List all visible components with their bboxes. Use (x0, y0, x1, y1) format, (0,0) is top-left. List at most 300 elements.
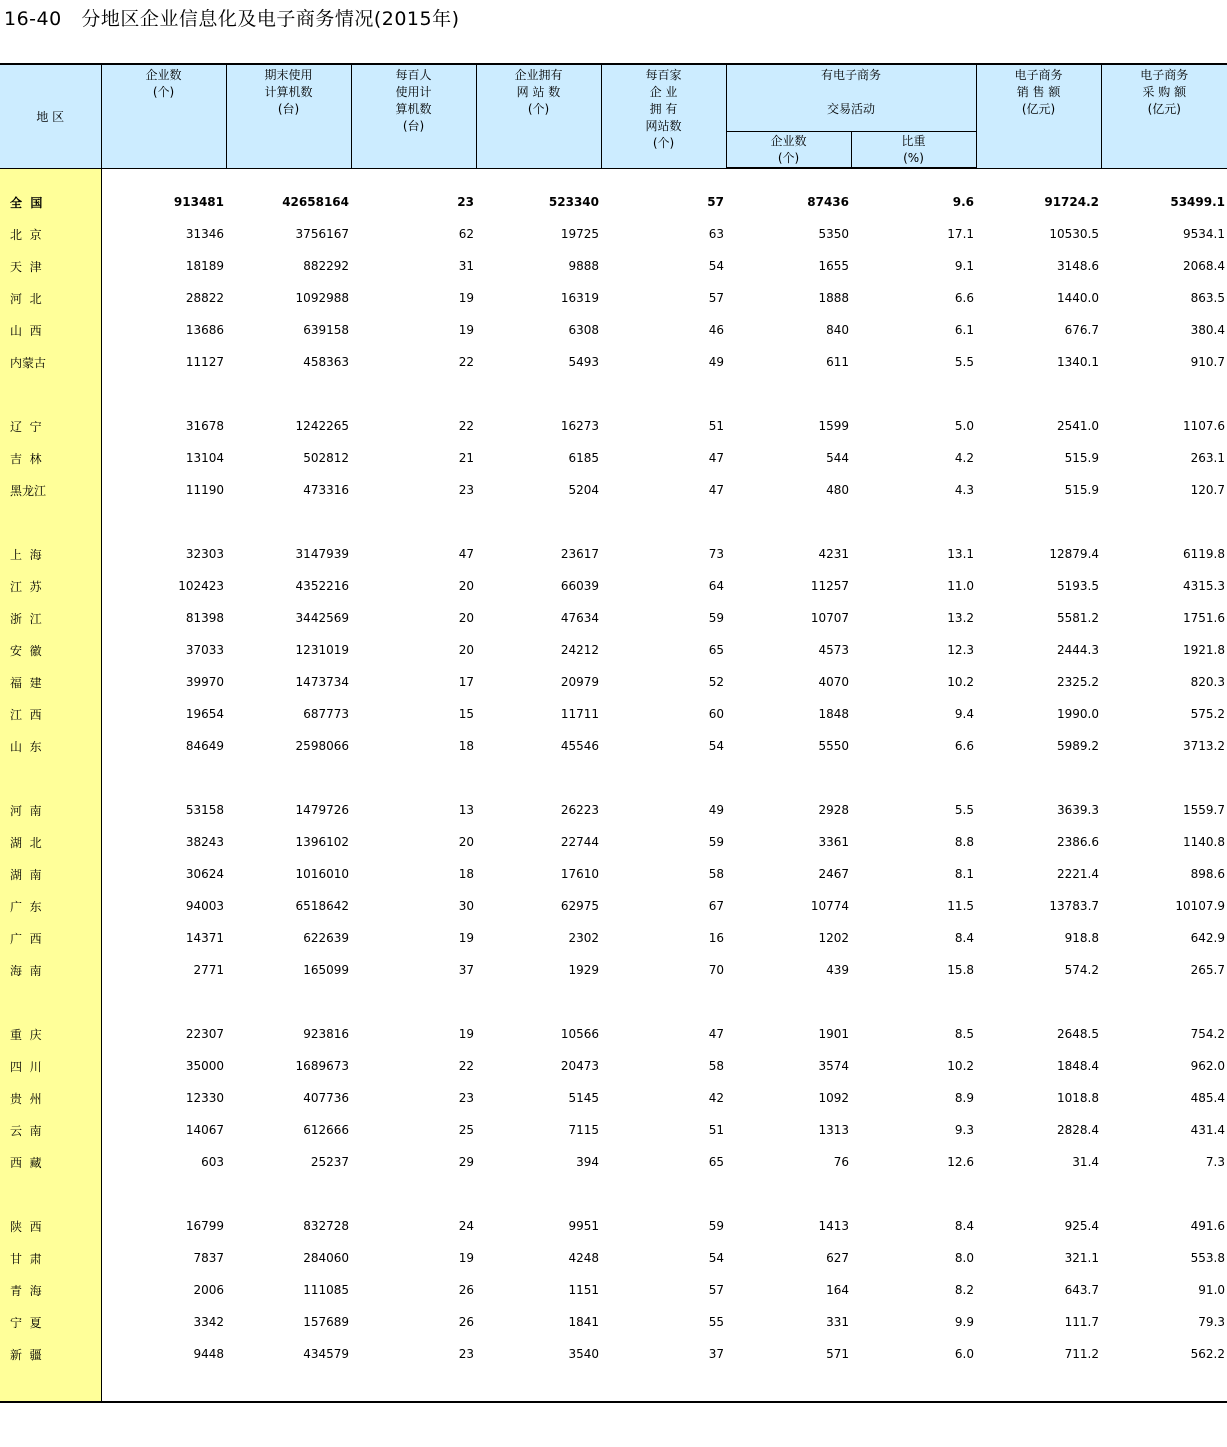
value-cell: 57 (708, 1283, 724, 1297)
value-cell: 20473 (560, 1059, 599, 1073)
value-cell: 52 (708, 675, 724, 689)
spacer-row (0, 168, 1227, 186)
value-cell: 11.0 (947, 579, 975, 593)
value-cell: 13 (458, 803, 474, 817)
value-cell: 4352216 (295, 579, 349, 593)
value-cell: 5493 (568, 355, 599, 369)
region-cell: 安 徽 (0, 634, 101, 666)
value-cell: 3342 (193, 1315, 224, 1329)
value-cell: 57 (707, 195, 724, 209)
value-cell: 1751.6 (1183, 611, 1226, 625)
header-websites: 企业拥有 网 站 数 (个) (476, 64, 601, 168)
region-cell: 江 西 (0, 698, 101, 730)
value-cell: 102423 (178, 579, 224, 593)
value-cell: 711.2 (1064, 1347, 1100, 1361)
value-cell: 1140.8 (1183, 835, 1226, 849)
value-cell: 9448 (193, 1347, 224, 1361)
table-row (0, 922, 1227, 954)
table-row (0, 346, 1227, 378)
value-cell: 8.5 (954, 1027, 975, 1041)
value-cell: 16319 (560, 291, 599, 305)
table-row (0, 794, 1227, 826)
value-cell: 1151 (568, 1283, 599, 1297)
value-cell: 20 (458, 835, 474, 849)
value-cell: 28822 (185, 291, 224, 305)
value-cell: 431.4 (1190, 1123, 1226, 1137)
value-cell: 94003 (185, 899, 224, 913)
header-ecommerce-count: 企业数 (个) (726, 132, 851, 169)
table-row (0, 1050, 1227, 1082)
value-cell: 3540 (568, 1347, 599, 1361)
value-cell: 5145 (568, 1091, 599, 1105)
region-cell: 天 津 (0, 250, 101, 282)
value-cell: 67 (708, 899, 724, 913)
data-table (0, 63, 1227, 1403)
table-row (0, 730, 1227, 762)
value-cell: 9534.1 (1183, 227, 1226, 241)
table-row (0, 954, 1227, 986)
region-cell: 河 北 (0, 282, 101, 314)
value-cell: 46 (708, 323, 724, 337)
value-cell: 23 (457, 195, 474, 209)
value-cell: 17610 (560, 867, 599, 881)
value-cell: 6.6 (954, 739, 975, 753)
region-cell: 海 南 (0, 954, 101, 986)
value-cell: 7.3 (1205, 1155, 1226, 1169)
table-row (0, 538, 1227, 570)
value-cell: 1888 (818, 291, 849, 305)
value-cell: 66039 (560, 579, 599, 593)
header-ecommerce-share: 比重 (%) (851, 132, 976, 169)
value-cell: 2325.2 (1057, 675, 1100, 689)
value-cell: 1559.7 (1183, 803, 1226, 817)
region-cell: 上 海 (0, 538, 101, 570)
value-cell: 22 (458, 1059, 474, 1073)
value-cell: 639158 (303, 323, 349, 337)
table-row (0, 1082, 1227, 1114)
value-cell: 2598066 (295, 739, 349, 753)
value-cell: 1473734 (295, 675, 349, 689)
table-row (0, 890, 1227, 922)
value-cell: 1242265 (295, 419, 349, 433)
value-cell: 2302 (568, 931, 599, 945)
table-row (0, 698, 1227, 730)
value-cell: 39970 (185, 675, 224, 689)
value-cell: 20979 (560, 675, 599, 689)
value-cell: 562.2 (1190, 1347, 1226, 1361)
value-cell: 5204 (568, 483, 599, 497)
value-cell: 91.0 (1198, 1283, 1226, 1297)
value-cell: 22 (458, 355, 474, 369)
value-cell: 754.2 (1190, 1027, 1226, 1041)
value-cell: 544 (826, 451, 849, 465)
value-cell: 284060 (303, 1251, 349, 1265)
value-cell: 331 (826, 1315, 849, 1329)
value-cell: 22307 (185, 1027, 224, 1041)
value-cell: 603 (201, 1155, 224, 1169)
value-cell: 11190 (185, 483, 224, 497)
value-cell: 574.2 (1064, 963, 1100, 977)
value-cell: 1440.0 (1057, 291, 1100, 305)
value-cell: 1599 (818, 419, 849, 433)
spacer-row (0, 762, 1227, 794)
value-cell: 58 (708, 867, 724, 881)
value-cell: 8.4 (954, 1219, 975, 1233)
value-cell: 2467 (818, 867, 849, 881)
table-row (0, 1274, 1227, 1306)
value-cell: 17.1 (947, 227, 975, 241)
region-cell: 黑龙江 (0, 474, 101, 506)
value-cell: 1018.8 (1057, 1091, 1100, 1105)
value-cell: 8.0 (954, 1251, 975, 1265)
value-cell: 20 (458, 643, 474, 657)
value-cell: 47 (708, 451, 724, 465)
header-computers-per100: 每百人 使用计 算机数 (台) (351, 64, 476, 168)
header-region: 地 区 (0, 64, 101, 168)
value-cell: 23 (458, 1347, 474, 1361)
value-cell: 3756167 (295, 227, 349, 241)
value-cell: 9951 (568, 1219, 599, 1233)
value-cell: 17 (458, 675, 474, 689)
header-purchases: 电子商务 采 购 额 (亿元) (1101, 64, 1227, 168)
region-cell: 广 西 (0, 922, 101, 954)
value-cell: 910.7 (1190, 355, 1226, 369)
value-cell: 1848.4 (1057, 1059, 1100, 1073)
value-cell: 23 (458, 483, 474, 497)
value-cell: 6.1 (954, 323, 975, 337)
value-cell: 8.8 (954, 835, 975, 849)
region-cell: 北 京 (0, 218, 101, 250)
value-cell: 491.6 (1190, 1219, 1226, 1233)
value-cell: 47 (708, 483, 724, 497)
value-cell: 4248 (568, 1251, 599, 1265)
value-cell: 1092988 (295, 291, 349, 305)
value-cell: 2068.4 (1183, 259, 1226, 273)
table-row (0, 250, 1227, 282)
value-cell: 820.3 (1190, 675, 1226, 689)
value-cell: 1929 (568, 963, 599, 977)
value-cell: 6.0 (954, 1347, 975, 1361)
value-cell: 627 (826, 1251, 849, 1265)
value-cell: 63 (708, 227, 724, 241)
value-cell: 1655 (818, 259, 849, 273)
value-cell: 37 (708, 1347, 724, 1361)
value-cell: 38243 (185, 835, 224, 849)
value-cell: 2386.6 (1057, 835, 1100, 849)
value-cell: 5193.5 (1057, 579, 1100, 593)
value-cell: 60 (708, 707, 724, 721)
value-cell: 19654 (185, 707, 224, 721)
value-cell: 642.9 (1190, 931, 1226, 945)
value-cell: 923816 (303, 1027, 349, 1041)
value-cell: 6185 (568, 451, 599, 465)
value-cell: 2771 (193, 963, 224, 977)
region-cell: 湖 北 (0, 826, 101, 858)
value-cell: 54 (708, 739, 724, 753)
value-cell: 12330 (185, 1091, 224, 1105)
value-cell: 12.3 (947, 643, 975, 657)
value-cell: 913481 (173, 195, 224, 209)
table-row (0, 1242, 1227, 1274)
value-cell: 7837 (193, 1251, 224, 1265)
table-row (0, 442, 1227, 474)
value-cell: 394 (576, 1155, 599, 1169)
value-cell: 4070 (818, 675, 849, 689)
value-cell: 31346 (185, 227, 224, 241)
value-cell: 4231 (818, 547, 849, 561)
value-cell: 840 (826, 323, 849, 337)
value-cell: 79.3 (1198, 1315, 1226, 1329)
value-cell: 19 (458, 931, 474, 945)
header-enterprises: 企业数 (个) (101, 64, 226, 168)
value-cell: 84649 (185, 739, 224, 753)
region-cell: 山 东 (0, 730, 101, 762)
value-cell: 502812 (303, 451, 349, 465)
value-cell: 18 (458, 867, 474, 881)
value-cell: 407736 (303, 1091, 349, 1105)
value-cell: 62975 (560, 899, 599, 913)
value-cell: 15 (458, 707, 474, 721)
value-cell: 10707 (810, 611, 849, 625)
value-cell: 5.5 (954, 355, 975, 369)
value-cell: 65 (708, 643, 724, 657)
region-cell: 内蒙古 (0, 346, 101, 378)
value-cell: 5.0 (954, 419, 975, 433)
region-cell: 云 南 (0, 1114, 101, 1146)
value-cell: 11711 (560, 707, 599, 721)
value-cell: 13.1 (947, 547, 975, 561)
value-cell: 2648.5 (1057, 1027, 1100, 1041)
value-cell: 3442569 (295, 611, 349, 625)
header-computers: 期末使用 计算机数 (台) (226, 64, 351, 168)
value-cell: 5.5 (954, 803, 975, 817)
value-cell: 263.1 (1190, 451, 1226, 465)
value-cell: 2444.3 (1057, 643, 1100, 657)
value-cell: 164 (826, 1283, 849, 1297)
value-cell: 9.9 (954, 1315, 975, 1329)
value-cell: 3574 (818, 1059, 849, 1073)
region-cell: 河 南 (0, 794, 101, 826)
value-cell: 12.6 (947, 1155, 975, 1169)
region-cell: 青 海 (0, 1274, 101, 1306)
value-cell: 515.9 (1064, 483, 1100, 497)
header-sales: 电子商务 销 售 额 (亿元) (976, 64, 1101, 168)
value-cell: 2828.4 (1057, 1123, 1100, 1137)
value-cell: 13.2 (947, 611, 975, 625)
table-row (0, 218, 1227, 250)
spacer-row (0, 378, 1227, 410)
value-cell: 643.7 (1064, 1283, 1100, 1297)
value-cell: 11127 (185, 355, 224, 369)
value-cell: 1848 (818, 707, 849, 721)
value-cell: 53158 (185, 803, 224, 817)
value-cell: 622639 (303, 931, 349, 945)
region-cell: 山 西 (0, 314, 101, 346)
value-cell: 1092 (818, 1091, 849, 1105)
region-cell: 宁 夏 (0, 1306, 101, 1338)
value-cell: 49 (708, 803, 724, 817)
value-cell: 37033 (185, 643, 224, 657)
value-cell: 51 (708, 419, 724, 433)
value-cell: 10.2 (947, 1059, 975, 1073)
value-cell: 3713.2 (1183, 739, 1226, 753)
region-cell: 辽 宁 (0, 410, 101, 442)
value-cell: 30 (458, 899, 474, 913)
value-cell: 111085 (303, 1283, 349, 1297)
value-cell: 523340 (548, 195, 599, 209)
region-cell: 西 藏 (0, 1146, 101, 1178)
value-cell: 10774 (810, 899, 849, 913)
region-cell: 四 川 (0, 1050, 101, 1082)
value-cell: 58 (708, 1059, 724, 1073)
value-cell: 59 (708, 835, 724, 849)
table-row (0, 410, 1227, 442)
value-cell: 31.4 (1072, 1155, 1100, 1169)
value-cell: 10530.5 (1049, 227, 1100, 241)
value-cell: 9.1 (954, 259, 975, 273)
table-row (0, 1338, 1227, 1370)
region-cell: 重 庆 (0, 1018, 101, 1050)
value-cell: 4.2 (954, 451, 975, 465)
table-row (0, 282, 1227, 314)
value-cell: 54 (708, 259, 724, 273)
value-cell: 26 (458, 1283, 474, 1297)
value-cell: 9888 (568, 259, 599, 273)
value-cell: 10.2 (947, 675, 975, 689)
value-cell: 19 (458, 1027, 474, 1041)
spacer-row (0, 986, 1227, 1018)
value-cell: 1202 (818, 931, 849, 945)
value-cell: 380.4 (1190, 323, 1226, 337)
header-websites-per100: 每百家 企 业 拥 有 网站数 (个) (601, 64, 726, 168)
value-cell: 5350 (818, 227, 849, 241)
table-row (0, 858, 1227, 890)
value-cell: 1231019 (295, 643, 349, 657)
table-row (0, 186, 1227, 218)
region-cell: 甘 肃 (0, 1242, 101, 1274)
value-cell: 6518642 (295, 899, 349, 913)
value-cell: 18 (458, 739, 474, 753)
value-cell: 55 (708, 1315, 724, 1329)
table-row (0, 666, 1227, 698)
value-cell: 1313 (818, 1123, 849, 1137)
value-cell: 20 (458, 611, 474, 625)
value-cell: 21 (458, 451, 474, 465)
value-cell: 47 (458, 547, 474, 561)
value-cell: 8.1 (954, 867, 975, 881)
value-cell: 11.5 (947, 899, 975, 913)
value-cell: 25 (458, 1123, 474, 1137)
value-cell: 13104 (185, 451, 224, 465)
table-row (0, 1146, 1227, 1178)
spacer-row (0, 1370, 1227, 1402)
value-cell: 165099 (303, 963, 349, 977)
value-cell: 19 (458, 1251, 474, 1265)
value-cell: 81398 (185, 611, 224, 625)
value-cell: 22744 (560, 835, 599, 849)
value-cell: 31 (458, 259, 474, 273)
value-cell: 76 (833, 1155, 849, 1169)
value-cell: 23617 (560, 547, 599, 561)
value-cell: 3148.6 (1057, 259, 1100, 273)
value-cell: 22 (458, 419, 474, 433)
value-cell: 35000 (185, 1059, 224, 1073)
region-cell: 浙 江 (0, 602, 101, 634)
value-cell: 16799 (185, 1219, 224, 1233)
value-cell: 439 (826, 963, 849, 977)
value-cell: 37 (458, 963, 474, 977)
spacer-row (0, 506, 1227, 538)
value-cell: 265.7 (1190, 963, 1226, 977)
value-cell: 5550 (818, 739, 849, 753)
table-row (0, 1210, 1227, 1242)
value-cell: 13783.7 (1049, 899, 1100, 913)
value-cell: 64 (708, 579, 724, 593)
value-cell: 1841 (568, 1315, 599, 1329)
value-cell: 19725 (560, 227, 599, 241)
spacer-row (0, 1178, 1227, 1210)
value-cell: 16273 (560, 419, 599, 433)
value-cell: 4315.3 (1183, 579, 1226, 593)
value-cell: 485.4 (1190, 1091, 1226, 1105)
value-cell: 321.1 (1064, 1251, 1100, 1265)
value-cell: 1689673 (295, 1059, 349, 1073)
region-cell: 贵 州 (0, 1082, 101, 1114)
value-cell: 515.9 (1064, 451, 1100, 465)
value-cell: 24 (458, 1219, 474, 1233)
value-cell: 49 (708, 355, 724, 369)
table-row (0, 1018, 1227, 1050)
value-cell: 24212 (560, 643, 599, 657)
value-cell: 1016010 (295, 867, 349, 881)
value-cell: 47634 (560, 611, 599, 625)
value-cell: 70 (708, 963, 724, 977)
value-cell: 12879.4 (1049, 547, 1100, 561)
value-cell: 832728 (303, 1219, 349, 1233)
value-cell: 57 (708, 291, 724, 305)
value-cell: 3639.3 (1057, 803, 1100, 817)
value-cell: 925.4 (1064, 1219, 1100, 1233)
value-cell: 480 (826, 483, 849, 497)
value-cell: 962.0 (1190, 1059, 1226, 1073)
value-cell: 53499.1 (1170, 195, 1226, 209)
value-cell: 73 (708, 547, 724, 561)
value-cell: 19 (458, 323, 474, 337)
region-cell: 全 国 (0, 186, 101, 218)
value-cell: 1921.8 (1183, 643, 1226, 657)
value-cell: 1990.0 (1057, 707, 1100, 721)
table-body (0, 168, 1227, 1402)
value-cell: 59 (708, 611, 724, 625)
value-cell: 458363 (303, 355, 349, 369)
value-cell: 47 (708, 1027, 724, 1041)
value-cell: 473316 (303, 483, 349, 497)
value-cell: 1901 (818, 1027, 849, 1041)
table-row (0, 602, 1227, 634)
value-cell: 9.6 (952, 195, 975, 209)
value-cell: 10566 (560, 1027, 599, 1041)
value-cell: 3361 (818, 835, 849, 849)
region-cell: 吉 林 (0, 442, 101, 474)
region-cell: 新 疆 (0, 1338, 101, 1370)
value-cell: 11257 (810, 579, 849, 593)
value-cell: 91724.2 (1044, 195, 1100, 209)
value-cell: 1479726 (295, 803, 349, 817)
value-cell: 611 (826, 355, 849, 369)
value-cell: 9.3 (954, 1123, 975, 1137)
page-title: 16-40 分地区企业信息化及电子商务情况(2015年) (4, 8, 460, 30)
value-cell: 571 (826, 1347, 849, 1361)
